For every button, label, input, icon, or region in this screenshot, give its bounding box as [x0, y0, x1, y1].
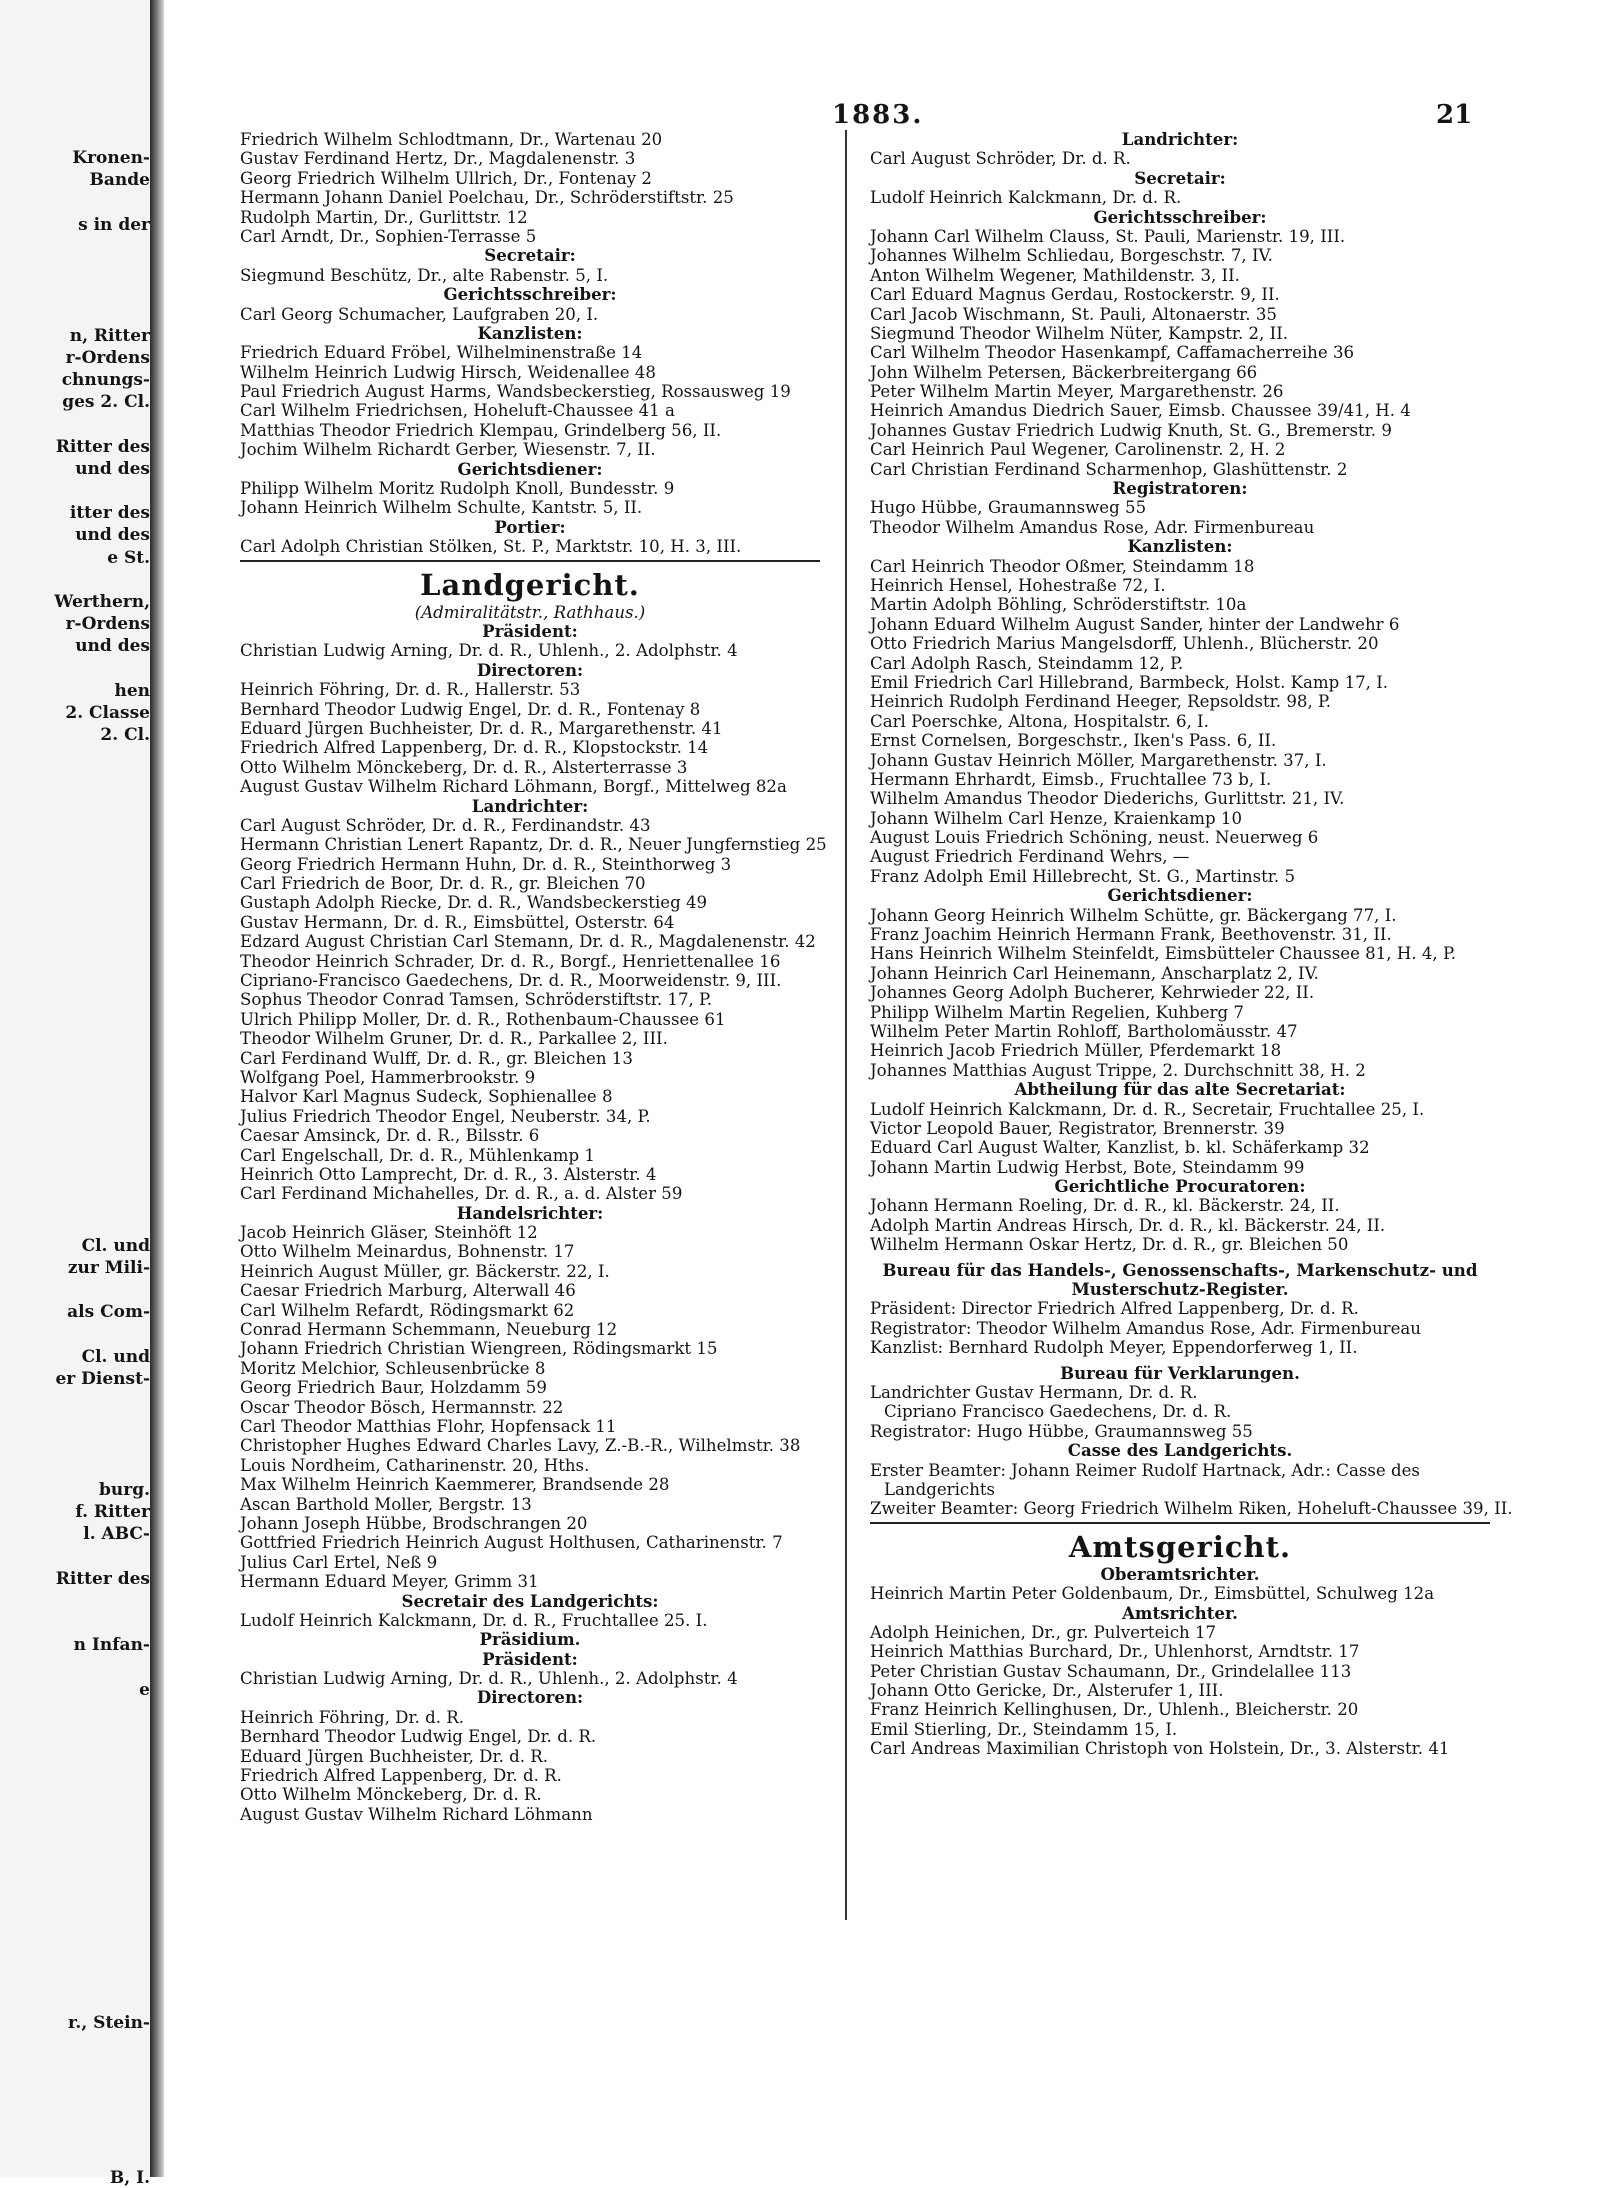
entry-line: Hugo Hübbe, Graumannsweg 55 — [870, 498, 1147, 518]
entry-line: Paul Friedrich August Harms, Wandsbeckerstieg, Rossausweg 19 — [240, 382, 791, 402]
section-heading: Secretair: — [484, 245, 576, 266]
section-heading: Gerichtsschreiber: — [443, 284, 617, 305]
previous-page-fragment: itter des — [69, 503, 150, 524]
court-title: Landgericht. — [420, 567, 640, 602]
entry-line: Jacob Heinrich Gläser, Steinhöft 12 — [240, 1223, 538, 1243]
previous-page-fragment: ges 2. Cl. — [62, 392, 150, 413]
entry-line: Carl Wilhelm Refardt, Rödingsmarkt 62 — [240, 1300, 575, 1320]
section-heading: Musterschutz-Register. — [1071, 1279, 1289, 1300]
previous-page-fragment: er Dienst- — [55, 1369, 150, 1389]
entry-line: Ascan Barthold Moller, Bergstr. 13 — [240, 1494, 532, 1514]
entry-line: Carl August Schröder, Dr. d. R. — [870, 149, 1131, 169]
entry-line: Carl Georg Schumacher, Laufgraben 20, I. — [240, 304, 599, 324]
entry-line: John Wilhelm Petersen, Bäckerbreitergang 66 — [870, 362, 1258, 382]
entry-line: Franz Heinrich Kellinghusen, Dr., Uhlenh., Bleicherstr. 20 — [870, 1700, 1359, 1720]
entry-line: Cipriano-Francisco Gaedechens, Dr. d. R., Moorweidenstr. 9, III. — [240, 971, 782, 991]
entry-line: Eduard Carl August Walter, Kanzlist, b. kl. Schäferkamp 32 — [870, 1138, 1370, 1158]
entry-line: Oscar Theodor Bösch, Hermannstr. 22 — [240, 1397, 564, 1417]
section-heading: Abtheilung für das alte Secretariat: — [1014, 1079, 1346, 1100]
entry-line: Ludolf Heinrich Kalckmann, Dr. d. R., Fruchtallee 25. I. — [240, 1610, 708, 1630]
section-heading: Portier: — [494, 516, 566, 537]
entry-line: Sophus Theodor Conrad Tamsen, Schröderstiftstr. 17, P. — [240, 990, 713, 1010]
entry-line: Georg Friedrich Hermann Huhn, Dr. d. R., Steinthorweg 3 — [240, 854, 732, 874]
court-title: Amtsgericht. — [1068, 1529, 1292, 1564]
entry-line: Heinrich Rudolph Ferdinand Heeger, Repsoldstr. 98, P. — [870, 692, 1332, 712]
entry-line: Hermann Eduard Meyer, Grimm 31 — [240, 1572, 539, 1592]
entry-line: Adolph Martin Andreas Hirsch, Dr. d. R., kl. Bäckerstr. 24, II. — [870, 1215, 1386, 1235]
entry-line: Theodor Wilhelm Gruner, Dr. d. R., Parkallee 2, III. — [240, 1029, 668, 1049]
entry-line: Julius Friedrich Theodor Engel, Neuberstr. 34, P. — [240, 1106, 651, 1126]
previous-page-fragment: r-Ordens — [65, 347, 150, 368]
section-heading: Secretair des Landgerichts: — [401, 1590, 659, 1611]
entry-line: Carl August Schröder, Dr. d. R., Ferdinandstr. 43 — [240, 815, 651, 835]
entry-line: Otto Wilhelm Mönckeberg, Dr. d. R. — [240, 1785, 542, 1805]
entry-line: Carl Engelschall, Dr. d. R., Mühlenkamp 1 — [240, 1145, 595, 1165]
entry-line: Adolph Heinichen, Dr., gr. Pulverteich 17 — [870, 1622, 1217, 1642]
entry-line: Jochim Wilhelm Richardt Gerber, Wiesenstr. 7, II. — [240, 440, 656, 460]
page-number: 21 — [1436, 100, 1473, 130]
entry-line: Carl Ferdinand Wulff, Dr. d. R., gr. Bleichen 13 — [240, 1048, 633, 1068]
previous-page-fragment: n, Ritter — [69, 325, 150, 346]
section-heading: Landrichter: — [471, 795, 589, 816]
entry-line: Johann Wilhelm Carl Henze, Kraienkamp 10 — [870, 808, 1242, 828]
entry-line: August Gustav Wilhelm Richard Löhmann, Borgf., Mittelweg 82a — [240, 777, 787, 797]
previous-page-fragment: r-Ordens — [65, 614, 150, 635]
previous-page-fragment: Werthern, — [54, 592, 150, 612]
entry-line: Ludolf Heinrich Kalckmann, Dr. d. R., Secretair, Fruchtallee 25, I. — [870, 1099, 1425, 1119]
entry-line: Philipp Wilhelm Moritz Rudolph Knoll, Bundesstr. 9 — [240, 479, 675, 499]
section-heading: Registratoren: — [1112, 478, 1248, 499]
entry-line: Carl Friedrich de Boor, Dr. d. R., gr. Bleichen 70 — [240, 874, 646, 894]
section-heading: Präsident: — [482, 1648, 578, 1669]
entry-line: Carl Ferdinand Michahelles, Dr. d. R., a. d. Alster 59 — [240, 1184, 683, 1204]
entry-line: Johann Carl Wilhelm Clauss, St. Pauli, Marienstr. 19, III. — [870, 226, 1346, 246]
entry-line: Wilhelm Heinrich Ludwig Hirsch, Weidenallee 48 — [240, 362, 656, 382]
entry-line: Theodor Wilhelm Amandus Rose, Adr. Firmenbureau — [870, 517, 1315, 537]
entry-line: Johannes Gustav Friedrich Ludwig Knuth, St. G., Bremerstr. 9 — [870, 420, 1392, 440]
entry-line: Carl Heinrich Paul Wegener, Carolinenstr. 2, H. 2 — [870, 440, 1286, 460]
entry-line: Carl Eduard Magnus Gerdau, Rostockerstr. 9, II. — [870, 285, 1280, 305]
entry-line: Bernhard Theodor Ludwig Engel, Dr. d. R., Fontenay 8 — [240, 699, 701, 719]
section-heading: Gerichtsdiener: — [1107, 885, 1253, 906]
entry-line: Peter Wilhelm Martin Meyer, Margarethenstr. 26 — [870, 382, 1284, 402]
entry-line: Otto Wilhelm Mönckeberg, Dr. d. R., Alsterterrasse 3 — [240, 757, 688, 777]
entry-line: Heinrich August Müller, gr. Bäckerstr. 22, I. — [240, 1261, 610, 1281]
entry-line: Caesar Friedrich Marburg, Alterwall 46 — [240, 1281, 576, 1301]
entry-line: Carl Wilhelm Friedrichsen, Hoheluft-Chaussee 41 a — [240, 401, 675, 421]
entry-line: Anton Wilhelm Wegener, Mathildenstr. 3, II. — [870, 265, 1240, 285]
entry-line: Carl Arndt, Dr., Sophien-Terrasse 5 — [240, 226, 537, 246]
entry-line: Eduard Jürgen Buchheister, Dr. d. R., Margarethenstr. 41 — [240, 718, 723, 738]
entry-line: Otto Friedrich Marius Mangelsdorff, Uhlenh., Blücherstr. 20 — [870, 634, 1379, 654]
entry-line: Heinrich Föhring, Dr. d. R. — [240, 1707, 465, 1727]
entry-line: Johann Hermann Roeling, Dr. d. R., kl. Bäckerstr. 24, II. — [870, 1196, 1340, 1216]
entry-line: Georg Friedrich Baur, Holzdamm 59 — [240, 1378, 547, 1398]
entry-line: Johann Joseph Hübbe, Brodschrangen 20 — [240, 1513, 588, 1533]
entry-line: Eduard Jürgen Buchheister, Dr. d. R. — [240, 1746, 549, 1766]
entry-line: Theodor Heinrich Schrader, Dr. d. R., Borgf., Henriettenallee 16 — [240, 951, 781, 971]
entry-line: Johann Georg Heinrich Wilhelm Schütte, gr. Bäckergang 77, I. — [870, 905, 1397, 925]
entry-line: Louis Nordheim, Catharinenstr. 20, Hths. — [240, 1455, 590, 1475]
section-heading: Präsidium. — [479, 1629, 581, 1650]
entry-line: Carl Jacob Wischmann, St. Pauli, Altonaerstr. 35 — [870, 304, 1277, 324]
entry-line: Siegmund Theodor Wilhelm Nüter, Kampstr. 2, II. — [870, 323, 1289, 343]
previous-page-fragment: und des — [75, 458, 150, 479]
entry-line: Carl Andreas Maximilian Christoph von Holstein, Dr., 3. Alsterstr. 41 — [870, 1739, 1450, 1759]
entry-line: Carl Adolph Christian Stölken, St. P., Marktstr. 10, H. 3, III. — [240, 537, 742, 557]
entry-line: Heinrich Föhring, Dr. d. R., Hallerstr. 53 — [240, 680, 581, 700]
entry-line: Carl Poerschke, Altona, Hospitalstr. 6, I. — [870, 711, 1209, 731]
entry-line: Friedrich Eduard Fröbel, Wilhelminenstraße 14 — [240, 343, 643, 363]
entry-line: Gottfried Friedrich Heinrich August Holthusen, Catharinenstr. 7 — [240, 1533, 783, 1553]
entry-line: Julius Carl Ertel, Neß 9 — [240, 1552, 438, 1572]
section-heading: Directoren: — [476, 659, 584, 680]
entry-line: Johannes Matthias August Trippe, 2. Durchschnitt 38, H. 2 — [870, 1060, 1366, 1080]
previous-page-fragment: e — [139, 1679, 150, 1700]
entry-line: August Louis Friedrich Schöning, neust. Neuerweg 6 — [870, 828, 1319, 848]
entry-line: Gustav Ferdinand Hertz, Dr., Magdalenenstr. 3 — [240, 149, 636, 169]
entry-line: Friedrich Alfred Lappenberg, Dr. d. R., Klopstockstr. 14 — [240, 738, 709, 758]
previous-page-fragment: zur Mili- — [67, 1258, 150, 1278]
section-heading: Landrichter: — [1121, 129, 1239, 149]
entry-line: Christian Ludwig Arning, Dr. d. R., Uhlenh., 2. Adolphstr. 4 — [240, 1669, 738, 1689]
entry-line: Carl Heinrich Theodor Oßmer, Steindamm 18 — [870, 556, 1255, 576]
entry-line: Philipp Wilhelm Martin Regelien, Kuhberg 7 — [870, 1002, 1244, 1022]
entry-line: Kanzlist: Bernhard Rudolph Meyer, Eppendorferweg 1, II. — [870, 1338, 1358, 1358]
previous-page-fragment: l. ABC- — [83, 1524, 150, 1545]
entry-line: Heinrich Otto Lamprecht, Dr. d. R., 3. Alsterstr. 4 — [240, 1164, 657, 1184]
entry-line: Victor Leopold Bauer, Registrator, Brennerstr. 39 — [870, 1118, 1285, 1138]
entry-line: Conrad Hermann Schemmann, Neueburg 12 — [240, 1320, 618, 1340]
entry-line: Wilhelm Peter Martin Rohloff, Bartholomäusstr. 47 — [870, 1021, 1298, 1041]
entry-line: Ulrich Philipp Moller, Dr. d. R., Rothenbaum-Chaussee 61 — [240, 1009, 726, 1029]
section-heading: Bureau für Verklarungen. — [1060, 1362, 1300, 1383]
previous-page-fragment: 2. Cl. — [100, 725, 150, 746]
section-heading: Handelsrichter: — [456, 1202, 604, 1223]
previous-page-fragment: als Com- — [67, 1302, 150, 1323]
entry-line: Hans Heinrich Wilhelm Steinfeldt, Eimsbütteler Chaussee 81, H. 4, P. — [870, 944, 1457, 964]
entry-line: Halvor Karl Magnus Sudeck, Sophienallee 8 — [240, 1087, 613, 1107]
previous-page-edge — [0, 0, 150, 2188]
column-divider — [845, 130, 847, 1920]
entry-line: Franz Joachim Heinrich Hermann Frank, Beethovenstr. 31, II. — [870, 925, 1392, 945]
right-column — [870, 129, 1513, 1910]
entry-line: August Friedrich Ferdinand Wehrs, — — [870, 847, 1190, 867]
entry-line: Erster Beamter: Johann Reimer Rudolf Hartnack, Adr.: Casse des — [870, 1460, 1420, 1480]
previous-page-fragment: hen — [114, 680, 150, 701]
entry-continuation: Landgerichts — [884, 1479, 996, 1499]
entry-line: Heinrich Amandus Diedrich Sauer, Eimsb. Chaussee 39/41, H. 4 — [870, 401, 1411, 421]
entry-line: Moritz Melchior, Schleusenbrücke 8 — [240, 1358, 546, 1378]
previous-page-fragment: und des — [75, 525, 150, 546]
previous-page-fragment: r., Stein- — [68, 2012, 150, 2033]
previous-page-fragment: Kronen- — [72, 148, 150, 168]
previous-page-fragment: Cl. und — [81, 1346, 150, 1367]
previous-page-fragment: und des — [75, 636, 150, 657]
previous-page-fragment: Bande — [89, 170, 150, 191]
section-heading: Kanzlisten: — [1127, 536, 1233, 557]
entry-line: Gustaph Adolph Rieckе, Dr. d. R., Wandsbeckerstieg 49 — [240, 893, 708, 913]
entry-line: Heinrich Matthias Burchard, Dr., Uhlenhorst, Arndtstr. 17 — [870, 1642, 1360, 1662]
section-rule — [870, 1522, 1490, 1524]
section-heading: Casse des Landgerichts. — [1067, 1440, 1293, 1461]
entry-line: Hermann Ehrhardt, Eimsb., Fruchtallee 73 b, I. — [870, 769, 1272, 789]
entry-line: Johann Martin Ludwig Herbst, Bote, Steindamm 99 — [870, 1157, 1305, 1177]
entry-line: Registrator: Hugo Hübbe, Graumannsweg 55 — [870, 1421, 1253, 1441]
section-heading: Gerichtsdiener: — [457, 458, 603, 479]
section-heading: Präsident: — [482, 620, 578, 641]
section-heading: Oberamtsrichter. — [1100, 1563, 1260, 1584]
entry-line: Ludolf Heinrich Kalckmann, Dr. d. R. — [870, 188, 1182, 208]
entry-line: Peter Christian Gustav Schaumann, Dr., Grindelallee 113 — [870, 1661, 1352, 1681]
entry-line: Edzard August Christian Carl Stemann, Dr. d. R., Magdalenenstr. 42 — [240, 932, 816, 952]
section-heading: Gerichtsschreiber: — [1093, 206, 1267, 227]
court-address: (Admiralitätstr., Rathhaus.) — [414, 602, 646, 622]
previous-page-fragment: chnungs- — [61, 370, 150, 390]
entry-line: Rudolph Martin, Dr., Gurlittstr. 12 — [240, 207, 528, 227]
previous-page-fragment: e St. — [107, 547, 150, 568]
previous-page-fragment: Ritter des — [55, 1568, 150, 1589]
book-gutter — [150, 0, 164, 2177]
entry-line: Bernhard Theodor Ludwig Engel, Dr. d. R. — [240, 1727, 597, 1747]
section-heading: Bureau für das Handels-, Genossenschafts-, Markenschutz- und — [882, 1259, 1478, 1280]
entry-line: Carl Adolph Rasch, Steindamm 12, P. — [870, 653, 1184, 673]
entry-line: Emil Stierling, Dr., Steindamm 15, I. — [870, 1719, 1178, 1739]
entry-line: Gustav Hermann, Dr. d. R., Eimsbüttel, Osterstr. 64 — [240, 912, 675, 932]
left-column — [240, 130, 827, 1950]
entry-line: Friedrich Alfred Lappenberg, Dr. d. R. — [240, 1766, 562, 1786]
entry-line: Johann Gustav Heinrich Möller, Margarethenstr. 37, I. — [870, 750, 1327, 770]
entry-line: Friedrich Wilhelm Schlodtmann, Dr., Wartenau 20 — [240, 130, 663, 149]
section-heading: Kanzlisten: — [477, 322, 583, 343]
entry-line: Heinrich Hensel, Hohestraße 72, I. — [870, 575, 1166, 595]
entry-line: Johann Friedrich Christian Wiengreen, Rödingsmarkt 15 — [240, 1339, 718, 1359]
section-heading: Secretair: — [1134, 167, 1226, 188]
previous-page-fragment: Ritter des — [55, 436, 150, 457]
entry-line: Heinrich Jacob Friedrich Müller, Pferdemarkt 18 — [870, 1041, 1282, 1061]
page-year: 1883. — [832, 100, 924, 130]
entry-line: Johannes Georg Adolph Bucherer, Kehrwieder 22, II. — [870, 983, 1315, 1003]
entry-line: Emil Friedrich Carl Hillebrand, Barmbeck, Holst. Kamp 17, I. — [870, 672, 1389, 692]
entry-line: Franz Adolph Emil Hillebrecht, St. G., Martinstr. 5 — [870, 866, 1296, 886]
entry-line: Johann Heinrich Wilhelm Schulte, Kantstr. 5, II. — [240, 498, 643, 518]
entry-line: Georg Friedrich Wilhelm Ullrich, Dr., Fontenay 2 — [240, 168, 652, 188]
entry-line: Johann Heinrich Carl Heinemann, Anscharplatz 2, IV. — [870, 963, 1319, 983]
entry-line: Siegmund Beschütz, Dr., alte Rabenstr. 5, I. — [240, 265, 609, 285]
entry-line: Johann Otto Gericke, Dr., Alsterufer 1, III. — [870, 1681, 1224, 1701]
previous-page-fragment: n Infan- — [73, 1635, 150, 1656]
previous-page-fragment: B, I. — [109, 2168, 150, 2188]
entry-line: Wilhelm Amandus Theodor Diederichs, Gurlittstr. 21, IV. — [870, 789, 1345, 809]
entry-line: Carl Theodor Matthias Flohr, Hopfensack 11 — [240, 1417, 617, 1436]
entry-line: Christian Ludwig Arning, Dr. d. R., Uhlenh., 2. Adolphstr. 4 — [240, 641, 738, 661]
entry-line: Ernst Cornelsen, Borgeschstr., Iken's Pass. 6, II. — [870, 731, 1277, 751]
section-rule — [240, 560, 820, 562]
previous-page-fragment: 2. Classe — [65, 703, 150, 723]
entry-line: Hermann Johann Daniel Poelchau, Dr., Schröderstiftstr. 25 — [240, 188, 734, 208]
entry-line: August Gustav Wilhelm Richard Löhmann — [240, 1804, 593, 1824]
entry-line: Landrichter Gustav Hermann, Dr. d. R. — [870, 1383, 1198, 1402]
entry-line: Johann Eduard Wilhelm August Sander, hinter der Landwehr 6 — [870, 614, 1400, 634]
entry-line: Martin Adolph Böhling, Schröderstiftstr. 10a — [870, 595, 1247, 615]
section-heading: Amtsrichter. — [1122, 1602, 1238, 1623]
entry-line: Carl Christian Ferdinand Scharmenhop, Glashüttenstr. 2 — [870, 459, 1348, 479]
entry-line: Wilhelm Hermann Oskar Hertz, Dr. d. R., gr. Bleichen 50 — [870, 1235, 1349, 1255]
entry-line: Matthias Theodor Friedrich Klempau, Grindelberg 56, II. — [240, 420, 722, 440]
entry-line: Johannes Wilhelm Schliedau, Borgeschstr. 7, IV. — [870, 246, 1273, 266]
entry-line: Carl Wilhelm Theodor Hasenkampf, Caffamacherreihe 36 — [870, 343, 1355, 363]
entry-line: Caesar Amsinck, Dr. d. R., Bilsstr. 6 — [240, 1126, 540, 1146]
entry-line: Zweiter Beamter: Georg Friedrich Wilhelm Riken, Hoheluft-Chaussee 39, II. — [870, 1499, 1513, 1519]
section-heading: Directoren: — [476, 1687, 584, 1708]
entry-line: Registrator: Theodor Wilhelm Amandus Rose, Adr. Firmenbureau — [870, 1318, 1421, 1338]
entry-line: Heinrich Martin Peter Goldenbaum, Dr., Eimsbüttel, Schulweg 12a — [870, 1584, 1435, 1604]
section-heading: Gerichtliche Procuratoren: — [1054, 1176, 1306, 1197]
entry-line: Christopher Hughes Edward Charles Lavy, Z.-B.-R., Wilhelmstr. 38 — [240, 1436, 801, 1456]
entry-line: Hermann Christian Lenert Rapantz, Dr. d. R., Neuer Jungfernstieg 25 — [240, 835, 827, 855]
previous-page-fragment: Cl. und — [81, 1235, 150, 1256]
entry-line: Wolfgang Poel, Hammerbrookstr. 9 — [240, 1067, 536, 1087]
previous-page-fragment: f. Ritter — [75, 1502, 150, 1523]
entry-line: Präsident: Director Friedrich Alfred Lappenberg, Dr. d. R. — [870, 1299, 1359, 1319]
entry-line: Otto Wilhelm Meinardus, Bohnenstr. 17 — [240, 1242, 575, 1262]
entry-line: Max Wilhelm Heinrich Kaemmerer, Brandsende 28 — [240, 1475, 670, 1495]
entry-continuation: Cipriano Francisco Gaedechens, Dr. d. R. — [884, 1402, 1232, 1422]
previous-page-fragment: burg. — [98, 1480, 150, 1500]
previous-page-fragment: s in der — [78, 214, 150, 235]
